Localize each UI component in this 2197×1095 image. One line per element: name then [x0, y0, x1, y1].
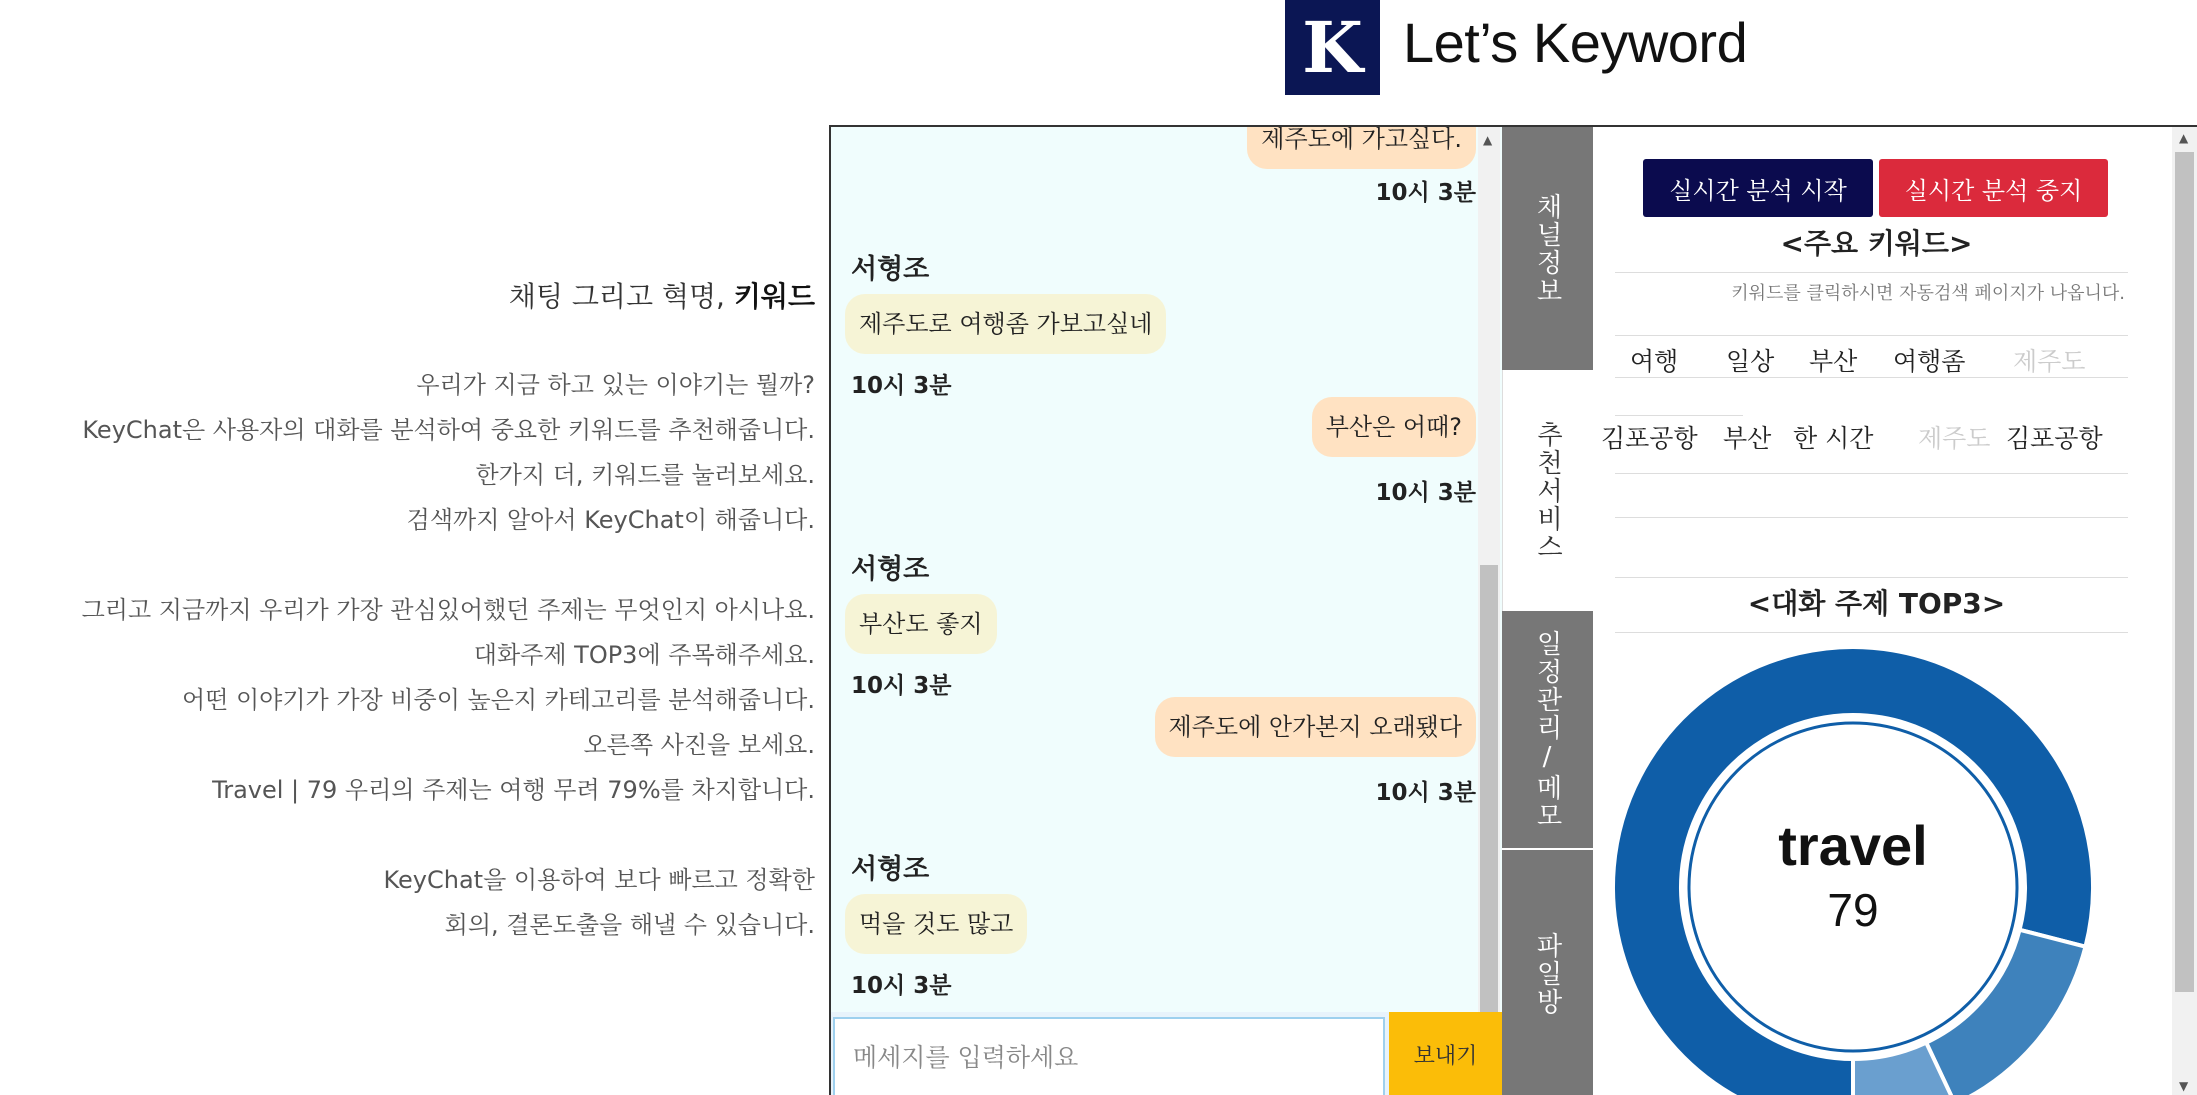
chat-scrollbar[interactable] [1478, 127, 1500, 1012]
donut-center-value: 79 [1827, 884, 1879, 936]
keywords-hint: 키워드를 클릭하시면 자동검색 페이지가 나옵니다. [1731, 283, 2125, 304]
message-time: 10시 3분 [1375, 180, 1476, 206]
logo-mark [1285, 0, 1380, 95]
keywords-title: <주요 키워드> [1780, 227, 1973, 260]
tab-label: 추천서비스 [1532, 420, 1563, 561]
divider [1615, 415, 1743, 416]
tab-label: 일정관리/메모 [1532, 629, 1562, 830]
keyword-chip[interactable]: 김포공항 [2006, 424, 2103, 453]
message-input[interactable] [833, 1017, 1385, 1095]
keyword-chip[interactable]: 제주도 [2013, 347, 2086, 376]
headline-prefix: 채팅 그리고 혁명, [508, 280, 725, 313]
intro-line: 검색까지 알아서 KeyChat이 해줍니다. [406, 506, 815, 534]
intro-text [82, 275, 815, 948]
message-bubble-mine: 부산은 어때? [1312, 397, 1476, 457]
intro-line: KeyChat을 이용하여 보다 빠르고 정확한 [383, 866, 815, 894]
intro-line: 오른쪽 사진을 보세요. [583, 731, 815, 759]
scroll-up-arrow-icon[interactable]: ▲ [2179, 131, 2189, 145]
divider [1615, 632, 2128, 633]
scroll-up-arrow-icon[interactable]: ▲ [1483, 133, 1493, 147]
topics-donut-chart [1613, 647, 2113, 1095]
message-time: 10시 3분 [851, 673, 952, 699]
divider [1615, 272, 2128, 273]
message-bubble-mine: 제주도에 가고싶다. [1247, 127, 1476, 169]
send-button[interactable]: 보내기 [1389, 1012, 1502, 1095]
scroll-down-arrow-icon[interactable]: ▼ [2179, 1079, 2189, 1093]
intro-line: 그리고 지금까지 우리가 가장 관심있어했던 주제는 무엇인지 아시나요. [81, 596, 815, 624]
app-window [829, 125, 2197, 1095]
start-analysis-button[interactable]: 실시간 분석 시작 [1643, 159, 1873, 217]
message-sender: 서형조 [851, 254, 930, 285]
stop-analysis-button[interactable]: 실시간 분석 중지 [1879, 159, 2108, 217]
tab-channel-info[interactable] [1502, 127, 1593, 370]
message-time: 10시 3분 [851, 973, 952, 999]
keyword-chip[interactable]: 일상 [1726, 347, 1775, 376]
panel-scrollbar[interactable] [2172, 127, 2197, 1095]
analysis-panel [1593, 127, 2197, 1095]
tab-recommend[interactable] [1502, 370, 1593, 611]
chat-pane [831, 127, 1502, 1012]
intro-headline [82, 275, 815, 315]
headline-bold: 키워드 [733, 280, 815, 313]
divider [1615, 517, 2128, 518]
intro-line: 대화주제 TOP3에 주목해주세요. [473, 641, 815, 669]
intro-line: KeyChat은 사용자의 대화를 분석하여 중요한 키워드를 추천해줍니다. [82, 416, 815, 444]
keyword-chip[interactable]: 여행좀 [1893, 347, 1966, 376]
side-tabs [1502, 127, 1593, 1095]
tab-label: 채널정보 [1532, 192, 1562, 305]
message-sender: 서형조 [851, 554, 930, 585]
donut-slice-other-1 [1926, 930, 2085, 1095]
message-bubble-mine: 제주도에 안가본지 오래됐다 [1155, 697, 1476, 757]
donut-center-label: travel [1778, 814, 1928, 877]
message-time: 10시 3분 [1375, 780, 1476, 806]
divider [1615, 335, 2128, 336]
panel-scroll-thumb[interactable] [2175, 152, 2194, 992]
divider [1615, 473, 2128, 474]
intro-line: Travel | 79 우리의 주제는 여행 무려 79%를 차지합니다. [212, 776, 815, 804]
tab-files[interactable] [1502, 850, 1593, 1095]
logo-title: Let’s Keyword [1403, 11, 1748, 74]
keyword-chip[interactable]: 부산 [1723, 424, 1772, 453]
tab-label: 파일방 [1532, 931, 1562, 1016]
divider [1615, 577, 2128, 578]
keyword-chip[interactable]: 제주도 [1918, 424, 1991, 453]
message-bubble-other: 제주도로 여행좀 가보고싶네 [845, 294, 1166, 354]
divider [1615, 377, 2128, 378]
topics-title: <대화 주제 TOP3> [1747, 587, 2006, 620]
keyword-chip[interactable]: 김포공항 [1601, 424, 1698, 453]
logo-letter: K [1302, 5, 1363, 89]
keyword-chip[interactable]: 여행 [1630, 347, 1679, 376]
intro-line: 어떤 이야기가 가장 비중이 높은지 카테고리를 분석해줍니다. [181, 686, 815, 714]
intro-line: 우리가 지금 하고 있는 이야기는 뭘까? [416, 371, 815, 399]
message-bubble-other: 먹을 것도 많고 [845, 894, 1027, 954]
message-time: 10시 3분 [1375, 480, 1476, 506]
tab-schedule-memo[interactable] [1502, 611, 1593, 848]
message-sender: 서형조 [851, 854, 930, 885]
intro-line: 한가지 더, 키워드를 눌러보세요. [475, 461, 815, 489]
chat-scroll-thumb[interactable] [1480, 565, 1498, 1012]
message-time: 10시 3분 [851, 373, 952, 399]
message-bubble-other: 부산도 좋지 [845, 594, 997, 654]
keyword-chip[interactable]: 한 시간 [1793, 424, 1874, 453]
intro-line: 회의, 결론도출을 해낼 수 있습니다. [444, 911, 815, 939]
keyword-chip[interactable]: 부산 [1809, 347, 1858, 376]
